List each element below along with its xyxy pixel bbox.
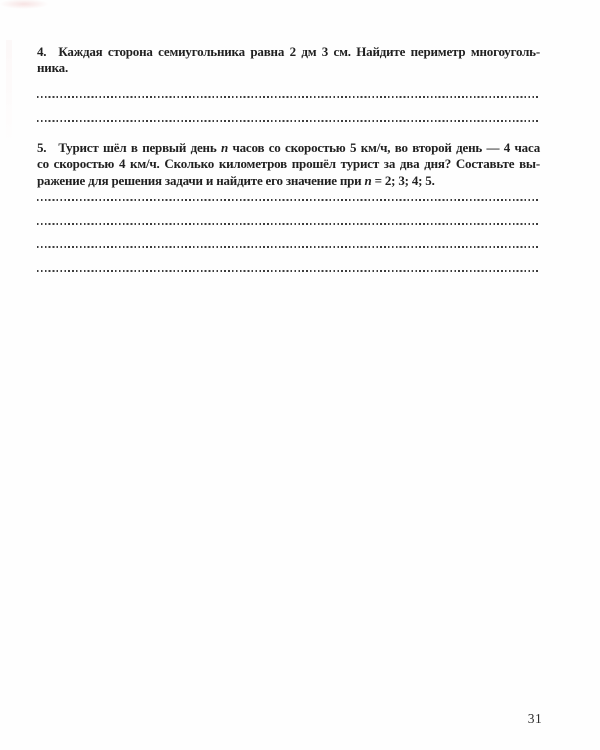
- problem-5-text-continued: ражение для решения задачи и найдите его значение при: [37, 172, 365, 188]
- problem-4-number: 4.: [37, 43, 47, 59]
- problem-5-text-continued: со скоростью 4 км/ч. Сколько километров прошёл турист за два дня? Составьте вы-: [37, 156, 540, 171]
- problem-5-text: Турист шёл в первый день: [58, 139, 221, 155]
- problem-4-text: Каждая сторона семиугольника равна 2 дм 3 см. Найдите периметр многоуголь-: [58, 43, 540, 59]
- problem-5-text-continued: = 2; 3; 4; 5.: [371, 172, 435, 188]
- problem-5-line-2: [37, 156, 540, 173]
- variable-n: n: [220, 139, 229, 155]
- problem-5-line-3: [37, 173, 540, 190]
- answer-dotted-line: [37, 199, 540, 201]
- answer-dotted-line: [37, 223, 540, 225]
- page-number: 31: [527, 711, 543, 726]
- problem-5-number: 5.: [37, 139, 47, 155]
- variable-n: n: [364, 172, 372, 188]
- problem-4-line-1: [37, 44, 540, 61]
- answer-dotted-line: [37, 270, 540, 272]
- problem-5-text: часов со скоростью 5 км/ч, во второй день — 4 часа: [228, 139, 540, 155]
- scan-smudge-left-edge: [6, 40, 12, 160]
- answer-dotted-line: [37, 246, 540, 248]
- answer-dotted-line: [37, 96, 540, 98]
- scan-smudge-topleft: [0, 0, 70, 22]
- problem-4-text-continued: ника.: [37, 60, 69, 75]
- problem-4-line-2: [37, 60, 540, 77]
- answer-dotted-line: [37, 120, 540, 122]
- problem-5-line-1: [37, 140, 540, 157]
